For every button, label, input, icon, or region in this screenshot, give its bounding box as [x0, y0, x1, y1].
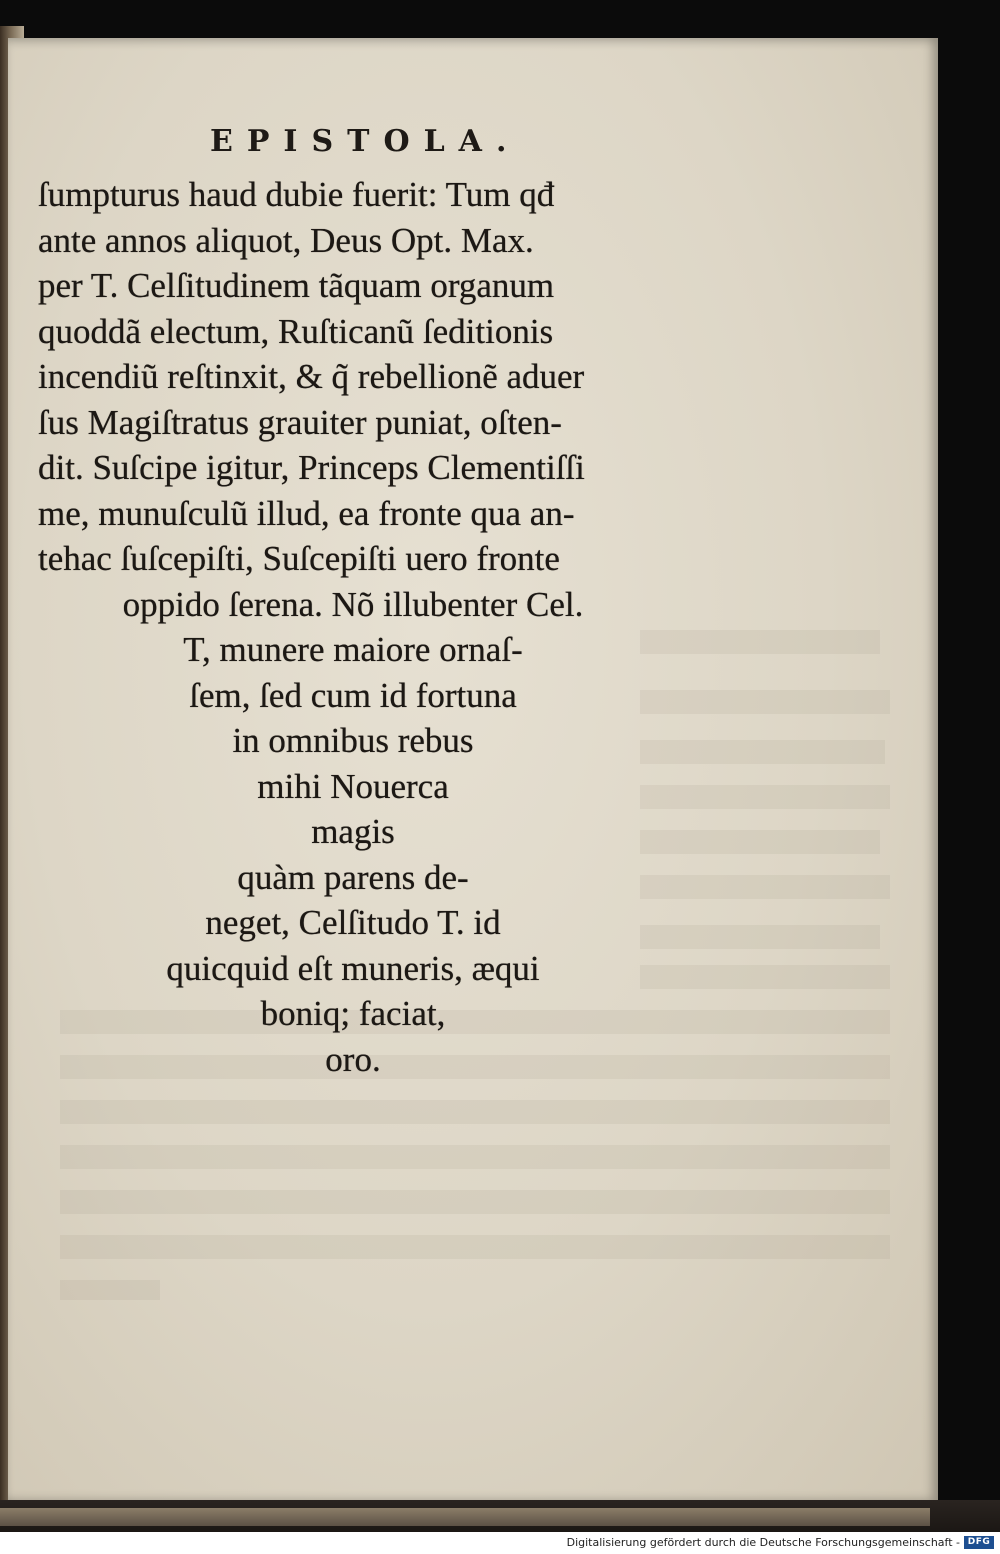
text-line: oro.: [325, 1039, 381, 1079]
text-line: oppido ſerena. Nõ illubenter Cel.: [122, 584, 584, 624]
text-line: tehac ſuſcepiſti, Suſcepiſti uero fronte: [38, 539, 560, 578]
text-line: mihi Nouerca: [257, 766, 449, 806]
text-line: in omnibus rebus: [232, 721, 474, 760]
text-line: ſem, ſed cum id fortuna: [189, 675, 517, 715]
letter-text: [38, 172, 668, 1082]
page-bottom-edge: [0, 1500, 1000, 1532]
text-line: dit. Suſcipe igitur, Princeps Clementiſſi: [38, 448, 585, 487]
text-line: quàm parens de-: [237, 857, 469, 897]
text-line: quoddã electum, Ruſticanũ ſeditionis: [38, 311, 554, 351]
running-header: EPISTOLA.: [210, 124, 521, 159]
text-line: ante annos aliquot, Deus Opt. Max.: [38, 220, 534, 260]
text-line: incendiũ reſtinxit, & q̃ rebellionẽ aduer: [38, 357, 585, 396]
text-line: ſumpturus haud dubie fuerit: Tum qđ: [38, 175, 555, 214]
text-line: magis: [311, 812, 395, 851]
text-line: neget, Celſitudo T. id: [205, 903, 501, 942]
dfg-logo: DFG: [964, 1536, 994, 1549]
text-line: ſus Magiſtratus grauiter puniat, oſten-: [38, 402, 562, 442]
text-line: T, munere maiore ornaſ-: [183, 630, 523, 669]
digitization-footer: [0, 1532, 1000, 1554]
lower-page-edge: [0, 1508, 930, 1526]
funding-credit: Digitalisierung gefördert durch die Deutsche Forschungsgemeinschaft -: [566, 1536, 960, 1549]
text-line: per T. Celſitudinem tãquam organum: [38, 266, 555, 305]
text-line: me, munuſculũ illud, ea fronte qua an-: [38, 493, 575, 533]
text-line: quicquid eſt muneris, æqui: [166, 948, 540, 988]
text-line: boniq; faciat,: [260, 994, 446, 1033]
